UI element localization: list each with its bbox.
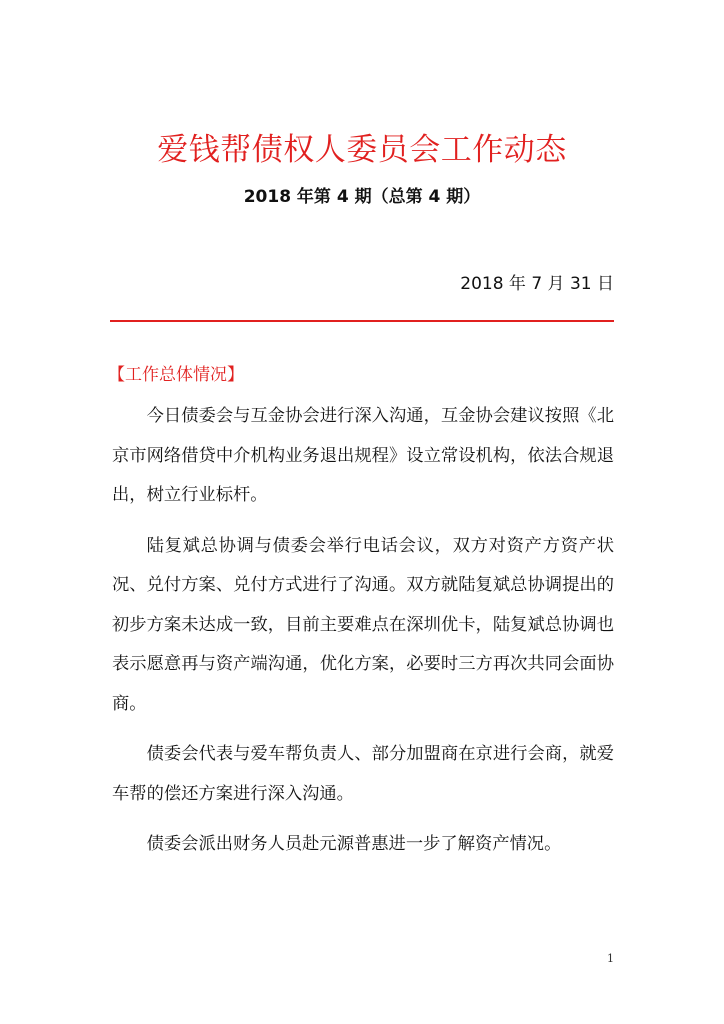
publish-date: 2018 年 7 月 31 日 [460,274,614,294]
issue-number: 2018 年第 4 期（总第 4 期） [243,187,481,207]
section-heading: 【工作总体情况】 [108,365,244,385]
section-body [112,397,614,865]
paragraph: 陆复斌总协调与债委会举行电话会议，双方对资产方资产状况、兑付方案、兑付方式进行了沟通。双方就陆复斌总协调提出的初步方案未达成一致，目前主要难点在深圳优卡，陆复斌总协调也表示愿意再与资产端沟通，优化方案，必要时三方再次共同会面协商。 [112,535,614,714]
document-title: 爱钱帮债权人委员会工作动态 [157,132,567,168]
paragraph: 债委会派出财务人员赴元源普惠进一步了解资产情况。 [146,834,562,854]
paragraph: 债委会代表与爱车帮负责人、部分加盟商在京进行会商，就爱车帮的偿还方案进行深入沟通。 [112,744,614,804]
page-number: 1 [607,952,614,965]
paragraph: 今日债委会与互金协会进行深入沟通，互金协会建议按照《北京市网络借贷中介机构业务退出规程》设立常设机构，依法合规退出，树立行业标杆。 [112,406,614,505]
header-divider [110,320,614,322]
